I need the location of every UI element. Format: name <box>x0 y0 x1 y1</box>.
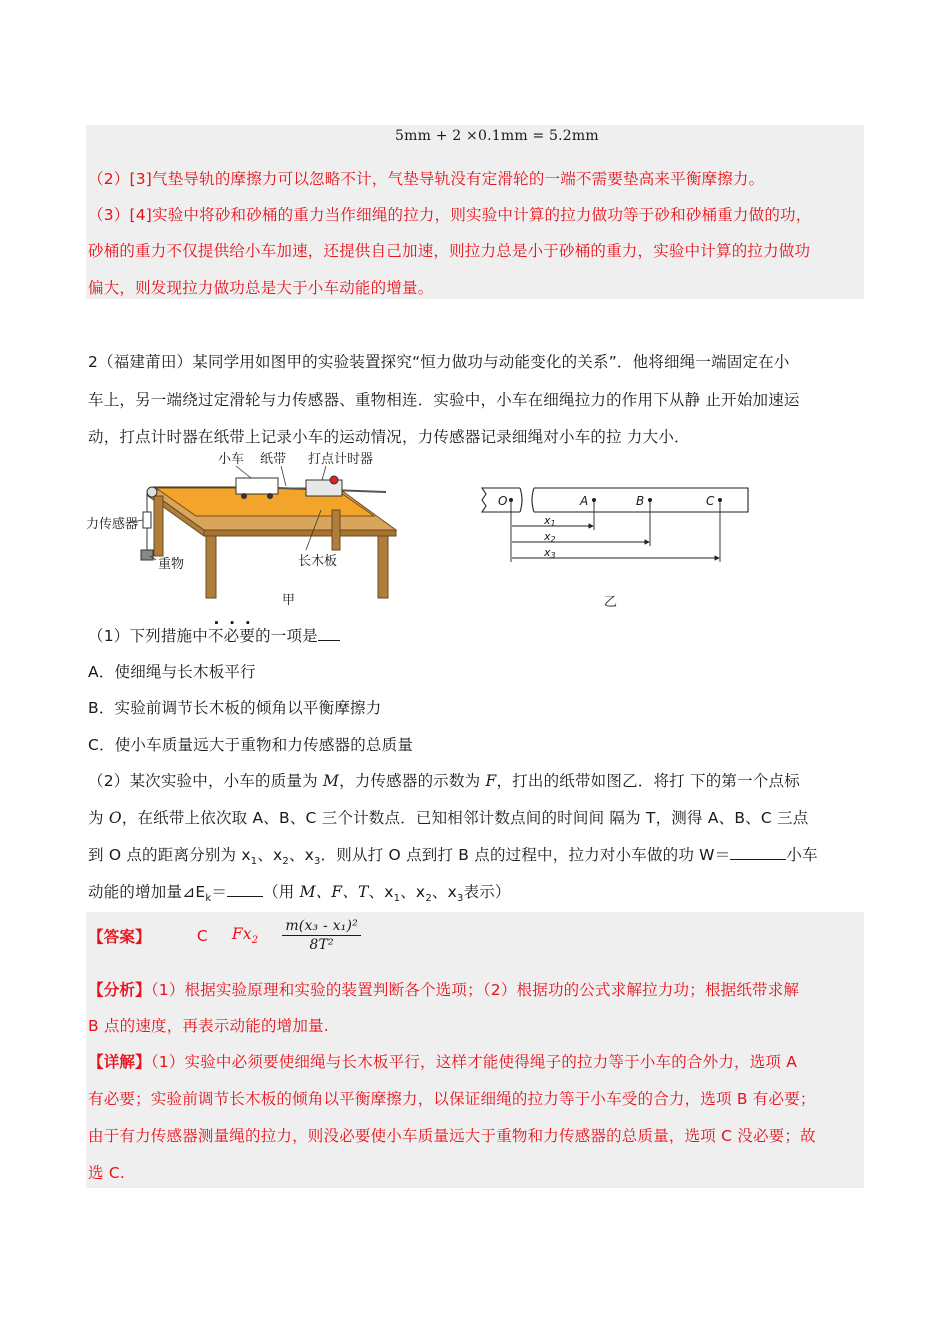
point-A: A <box>580 494 589 508</box>
option-b: B．实验前调节长木板的倾角以平衡摩擦力 <box>88 699 382 717</box>
label-x1: x1 <box>544 514 556 528</box>
question-line-1: 2（福建莆田）某同学用如图甲的实验装置探究“恒力做功与动能变化的关系”．他将细绳一端固定在小 <box>88 353 790 371</box>
figure-jia-apparatus <box>86 450 416 610</box>
solution-line-3b: 砂桶的重力不仅提供给小车加速，还提供自己加速，则拉力总是小于砂桶的重力，实验中计算的拉力做功 <box>88 242 811 260</box>
answer-blank-2[interactable] <box>730 845 786 860</box>
answer-part2: $Fx_2$ <box>231 924 259 947</box>
figure-yi-tape <box>478 484 753 614</box>
detail-line-4: 选 C. <box>88 1164 125 1182</box>
part2-line-3: 到 O 点的距离分别为 $x_1$、$x_2$、$x_3$．则从打 O 点到打 B 点的过程中，拉力对小车做的功 W＝ 小车 <box>88 846 818 868</box>
option-c: C．使小车质量远大于重物和力传感器的总质量 <box>88 736 414 754</box>
answer-line <box>88 918 361 953</box>
formula-line: 5mm + 2 ×0.1mm = 5.2mm <box>395 128 599 144</box>
answer-fraction: $\frac{\text{m(x₃ - x₁)²}}{\text{8T²}}$ <box>282 918 361 953</box>
part2-line-1: （2）某次实验中，小车的质量为 M，力传感器的示数为 F，打出的纸带如图乙．将打 下的第一个点标 <box>88 772 800 790</box>
part2-line-2: 为 O，在纸带上依次取 A、B、C 三个计数点．已知相邻计数点间的时间间 隔为 T，测得 A、B、C 三点 <box>88 809 809 827</box>
label-x3: x3 <box>544 546 556 560</box>
solution-line-3: （3）[4]实验中将砂和砂桶的重力当作细绳的拉力，则实验中计算的拉力做功等于砂和砂桶重力做的功， <box>88 206 812 224</box>
option-a: A．使细绳与长木板平行 <box>88 663 256 681</box>
answer-blank-1[interactable] <box>318 626 340 641</box>
solution-line-3c: 偏大，则发现拉力做功总是大于小车动能的增量。 <box>88 279 434 297</box>
point-B: B <box>636 494 645 508</box>
label-timer: 打点计时器 <box>308 452 374 467</box>
detail-line-2: 有必要；实验前调节长木板的倾角以平衡摩擦力，以保证细绳的拉力等于小车受的合力，选项 B 有必要； <box>88 1090 816 1108</box>
label-weight: 重物 <box>158 557 185 572</box>
part1-question: （1）下列措施中不必要的一项是 <box>88 624 340 646</box>
solution-line-2: （2）[3]气垫导轨的摩擦力可以忽略不计，气垫导轨没有定滑轮的一端不需要垫高来平衡摩擦力。 <box>88 170 765 188</box>
label-sensor: 力传感器 <box>86 517 139 532</box>
answer-part1: C <box>196 926 208 945</box>
question-line-3: 动，打点计时器在纸带上记录小车的运动情况，力传感器记录细绳对小车的拉 力大小． <box>88 428 690 446</box>
detail-line-3: 由于有力传感器测量绳的拉力，则没必要使小车质量远大于重物和力传感器的总质量，选项 C 没必要；故 <box>88 1127 816 1145</box>
label-car: 小车 <box>218 452 245 467</box>
detail-line-1: 【详解】（1）实验中必须要使细绳与长木板平行，这样才能使得绳子的拉力等于小车的合外力，选项 A <box>88 1053 798 1071</box>
caption-yi: 乙 <box>604 595 618 610</box>
point-O: O <box>498 494 508 508</box>
answer-blank-3[interactable] <box>227 882 263 897</box>
label-tape: 纸带 <box>260 452 287 467</box>
question-line-2: 车上，另一端绕过定滑轮与力传感器、重物相连．实验中，小车在细绳拉力的作用下从静 止开始加速运 <box>88 391 800 409</box>
caption-jia: 甲 <box>282 593 296 608</box>
analysis-line-1: 【分析】（1）根据实验原理和实验的装置判断各个选项；（2）根据功的公式求解拉力功；根据纸带求解 <box>88 981 800 999</box>
label-x2: x2 <box>544 530 556 544</box>
part2-line-4: 动能的增加量$⊿E_k=$ （用 M、F、T、$x_1$、$x_2$、$x_3$表示） <box>88 883 511 905</box>
answer-tag: 【答案】 <box>88 927 151 946</box>
label-board: 长木板 <box>298 554 338 569</box>
point-C: C <box>706 494 715 508</box>
analysis-line-2: B 点的速度，再表示动能的增加量. <box>88 1017 329 1035</box>
